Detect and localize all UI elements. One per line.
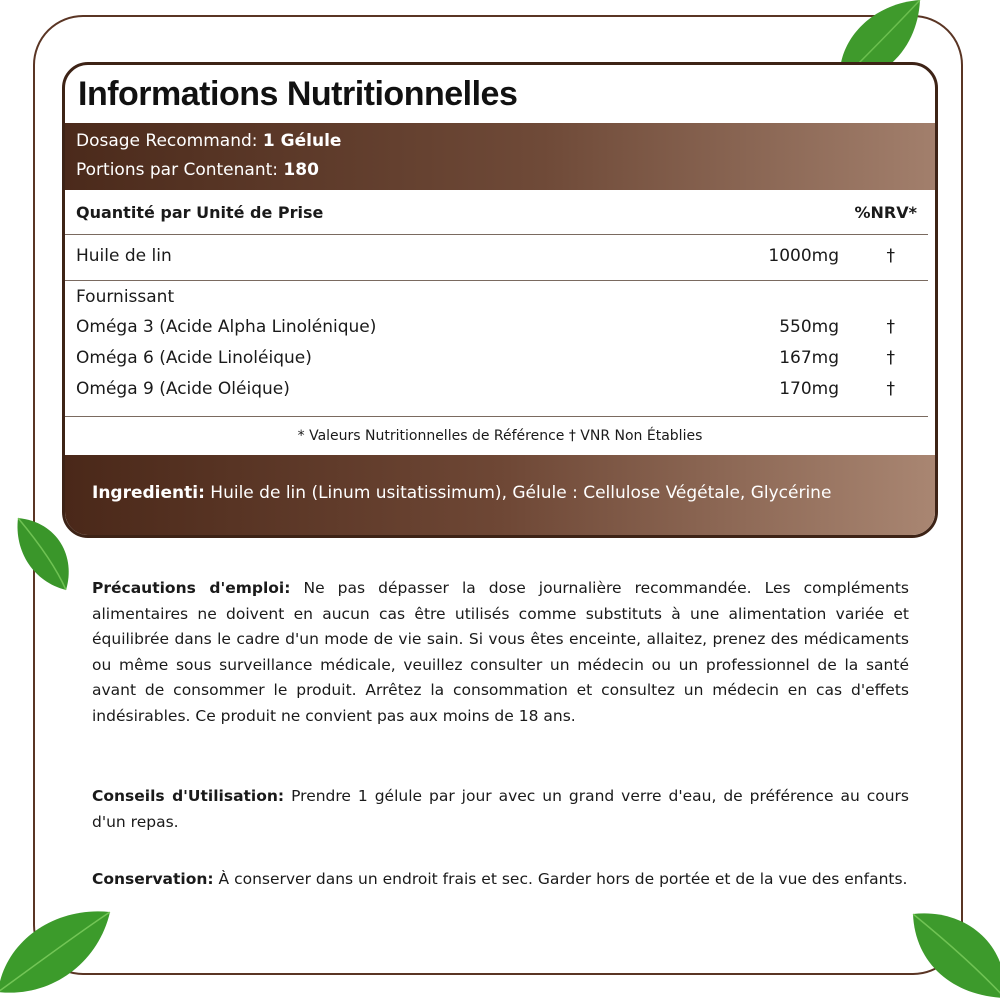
divider <box>65 416 928 417</box>
usage-label: Conseils d'Utilisation: <box>92 787 285 805</box>
table-header-nrv: %NRV* <box>854 203 917 222</box>
usage-text: Prendre 1 gélule par jour avec un grand verre d'eau, de préférence au cours d'un repas. <box>92 787 909 831</box>
dosage-band <box>65 123 935 190</box>
usage-paragraph <box>92 784 909 835</box>
storage-paragraph <box>92 867 909 893</box>
sub-row-name: Oméga 6 (Acide Linoléique) <box>76 348 312 368</box>
sub-row-amount: 170mg <box>779 379 839 399</box>
nutrition-label <box>62 62 938 538</box>
leaf-icon <box>0 892 114 1002</box>
storage-label: Conservation: <box>92 870 214 888</box>
providing-label: Fournissant <box>76 287 175 307</box>
dosage-label: Dosage Recommand: <box>76 131 263 151</box>
divider <box>65 280 928 281</box>
row-name: Huile de lin <box>76 246 172 266</box>
precautions-label: Précautions d'emploi: <box>92 579 291 597</box>
precautions-text: Ne pas dépasser la dose journalière recommandée. Les compléments alimentaires ne doivent en aucun cas être utilisés comme substituts à une alimentation variée et équilibrée dans le cadre d'un mode de vie sain. Si vous êtes enceinte, allaitez, prenez des médicaments ou même sous surveillance médicale, veuillez consulter un médecin ou un professionnel de la santé avant de consommer le produit. Arrêtez la consommation et consultez un médecin en cas d'effets indésirables. Ce produit ne convient pas aux moins de 18 ans. <box>92 579 910 725</box>
ingredients-band <box>65 455 935 538</box>
label-title: Informations Nutritionnelles <box>78 75 518 113</box>
sub-row-nrv: † <box>886 379 895 399</box>
sub-row-name: Oméga 9 (Acide Oléique) <box>76 379 290 399</box>
table-header-left: Quantité par Unité de Prise <box>76 203 324 222</box>
precautions-paragraph <box>92 576 909 729</box>
sub-row-name: Oméga 3 (Acide Alpha Linolénique) <box>76 317 377 337</box>
dosage-line <box>76 131 341 151</box>
divider <box>65 234 928 235</box>
ingredients-label: Ingredienti: <box>92 483 205 503</box>
servings-value: 180 <box>283 160 319 180</box>
row-amount: 1000mg <box>768 246 839 266</box>
row-nrv: † <box>886 246 895 266</box>
servings-label: Portions par Contenant: <box>76 160 284 180</box>
ingredients-line <box>92 483 831 503</box>
sub-row-amount: 550mg <box>779 317 839 337</box>
ingredients-text: Huile de lin (Linum usitatissimum), Gélule : Cellulose Végétale, Glycérine <box>204 483 832 503</box>
leaf-icon <box>905 900 1000 1000</box>
footnote: * Valeurs Nutritionnelles de Référence † VNR Non Établies <box>297 428 703 444</box>
dosage-value: 1 Gélule <box>262 131 342 151</box>
sub-row-amount: 167mg <box>779 348 839 368</box>
sub-row-nrv: † <box>886 317 895 337</box>
sub-row-nrv: † <box>886 348 895 368</box>
storage-text: À conserver dans un endroit frais et sec. Garder hors de portée et de la vue des enfants. <box>213 870 908 888</box>
servings-line <box>76 160 319 180</box>
